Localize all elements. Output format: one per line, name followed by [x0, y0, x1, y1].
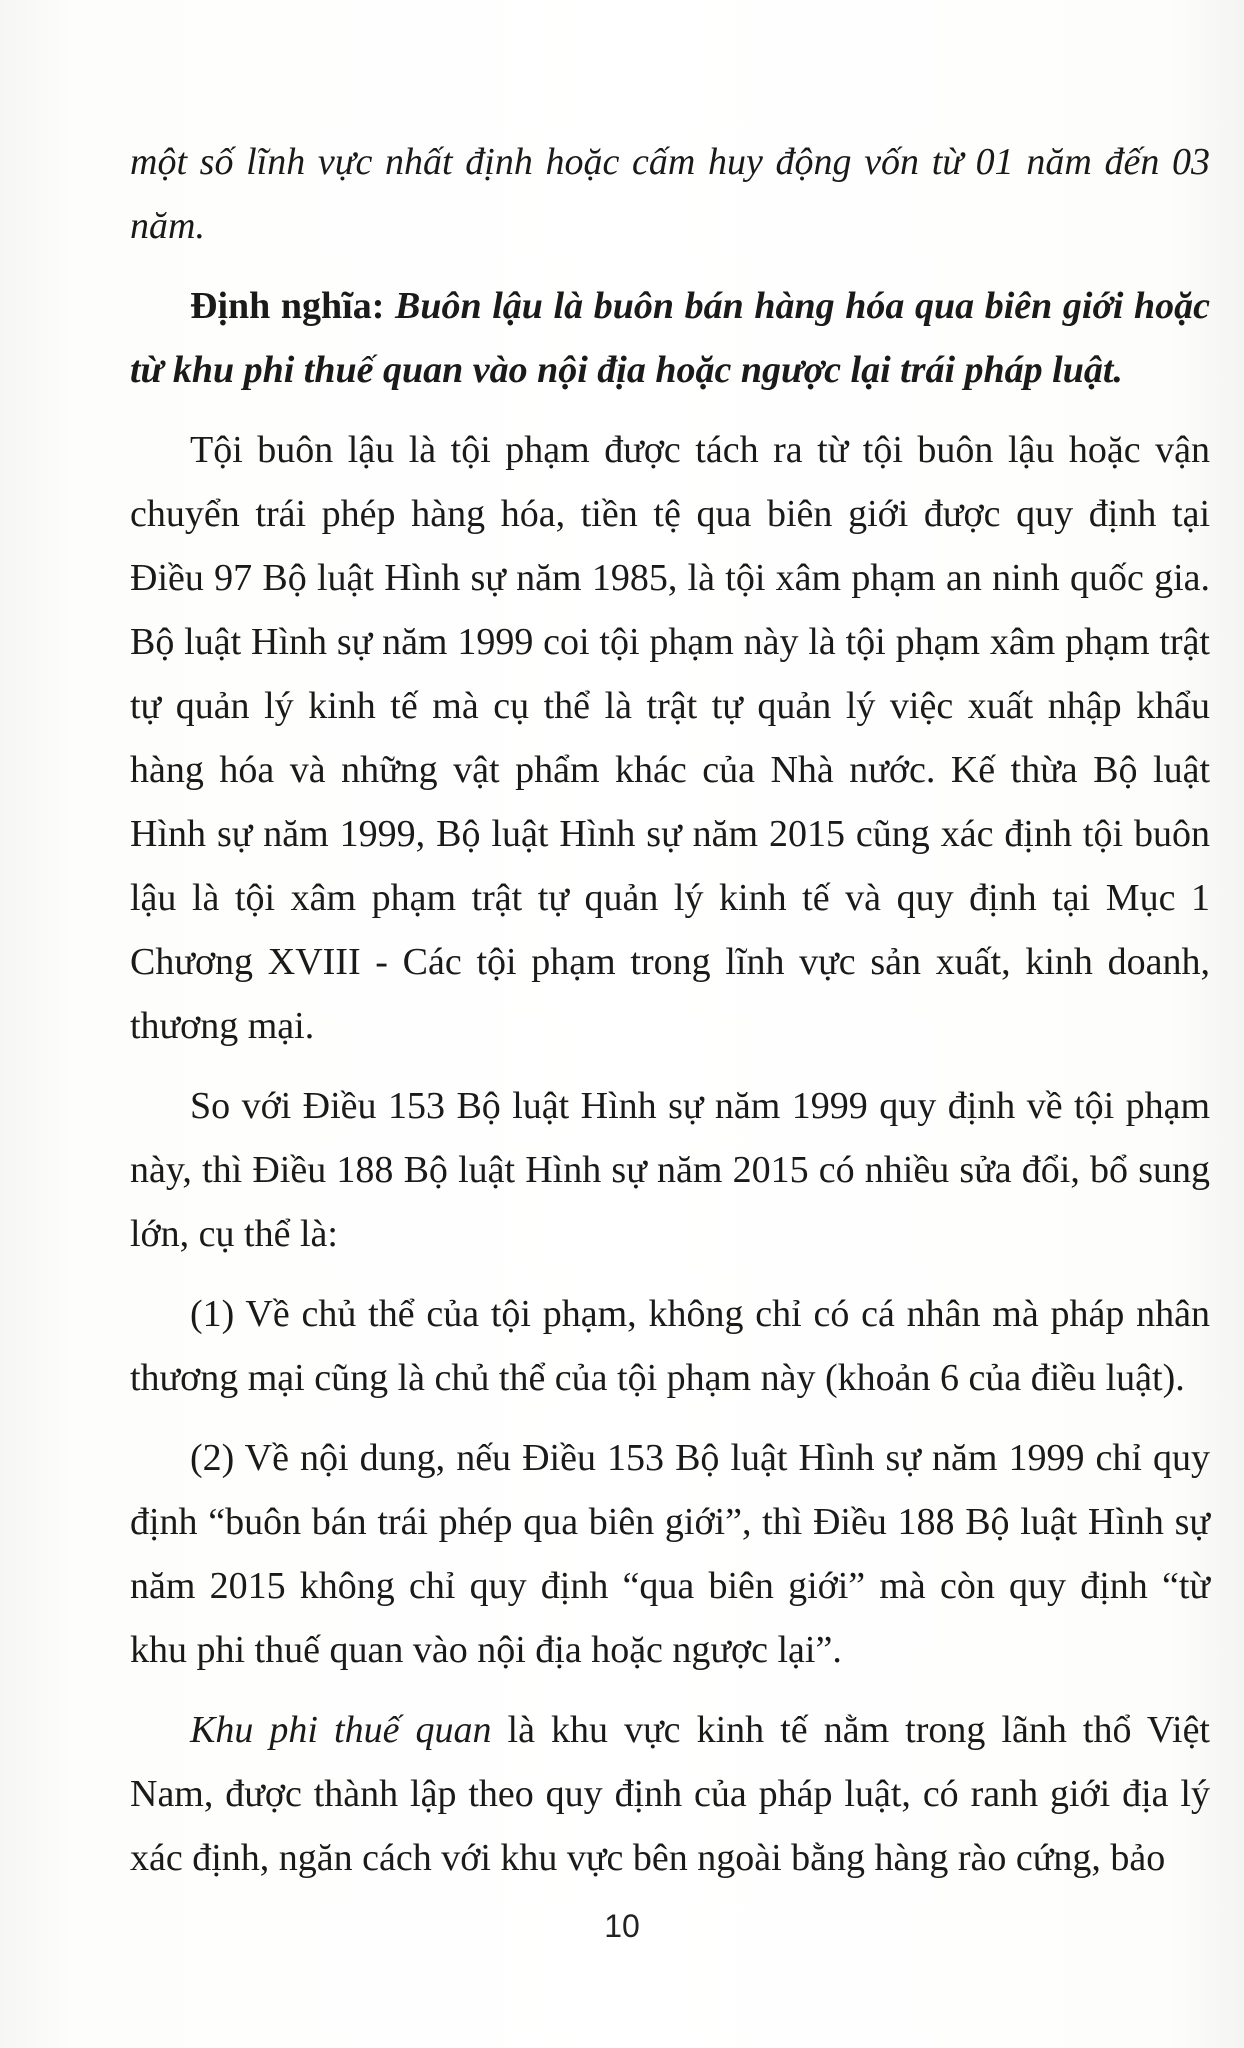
paragraph-text: một số lĩnh vực nhất định hoặc cấm huy động vốn từ 01 năm đến 03 năm. [130, 141, 1210, 247]
paragraph-history [130, 418, 1210, 1058]
paragraph-text: (1) Về chủ thể của tội phạm, không chỉ có cá nhân mà pháp nhân thương mại cũng là chủ thể của tội phạm này (khoản 6 của điều luật). [130, 1293, 1210, 1399]
term-italic: Khu phi thuế quan [190, 1709, 492, 1751]
page-body [130, 130, 1210, 1906]
paragraph-continuation [130, 130, 1210, 258]
page-number: 10 [604, 1908, 640, 1944]
paragraph-free-trade-zone [130, 1698, 1210, 1890]
paragraph-comparison [130, 1074, 1210, 1266]
paragraph-point-2 [130, 1426, 1210, 1682]
paragraph-text: Tội buôn lậu là tội phạm được tách ra từ tội buôn lậu hoặc vận chuyển trái phép hàng hóa, tiền tệ qua biên giới được quy định tại Điều 97 Bộ luật Hình sự năm 1985, là tội xâm phạm an ninh quốc gia. Bộ luật Hình sự năm 1999 coi tội phạm này là tội phạm xâm phạm trật tự quản lý kinh tế mà cụ thể là trật tự quản lý việc xuất nhập khẩu hàng hóa và những vật phẩm khác của Nhà nước. Kế thừa Bộ luật Hình sự năm 1999, Bộ luật Hình sự năm 2015 cũng xác định tội buôn lậu là tội xâm phạm trật tự quản lý kinh tế và quy định tại Mục 1 Chương XVIII - Các tội phạm trong lĩnh vực sản xuất, kinh doanh, thương mại. [130, 429, 1210, 1047]
definition-term: Định nghĩa: [190, 285, 385, 327]
paragraph-text: (2) Về nội dung, nếu Điều 153 Bộ luật Hình sự năm 1999 chỉ quy định “buôn bán trái phép qua biên giới”, thì Điều 188 Bộ luật Hình sự năm 2015 không chỉ quy định “qua biên giới” mà còn quy định “từ khu phi thuế quan vào nội địa hoặc ngược lại”. [130, 1437, 1210, 1671]
paragraph-text: So với Điều 153 Bộ luật Hình sự năm 1999 quy định về tội phạm này, thì Điều 188 Bộ luật Hình sự năm 2015 có nhiều sửa đổi, bổ sung lớn, cụ thể là: [130, 1085, 1210, 1255]
paragraph-text: là khu vực kinh tế nằm trong lãnh thổ Việt Nam, được thành lập theo quy định của pháp luật, có ranh giới địa lý xác định, ngăn cách với khu vực bên ngoài bằng hàng rào cứng, bảo [130, 1709, 1210, 1879]
definition-paragraph [130, 274, 1210, 402]
paragraph-point-1 [130, 1282, 1210, 1410]
definition-text: Buôn lậu là buôn bán hàng hóa qua biên giới hoặc từ khu phi thuế quan vào nội địa hoặc ngược lại trái pháp luật. [130, 285, 1211, 391]
